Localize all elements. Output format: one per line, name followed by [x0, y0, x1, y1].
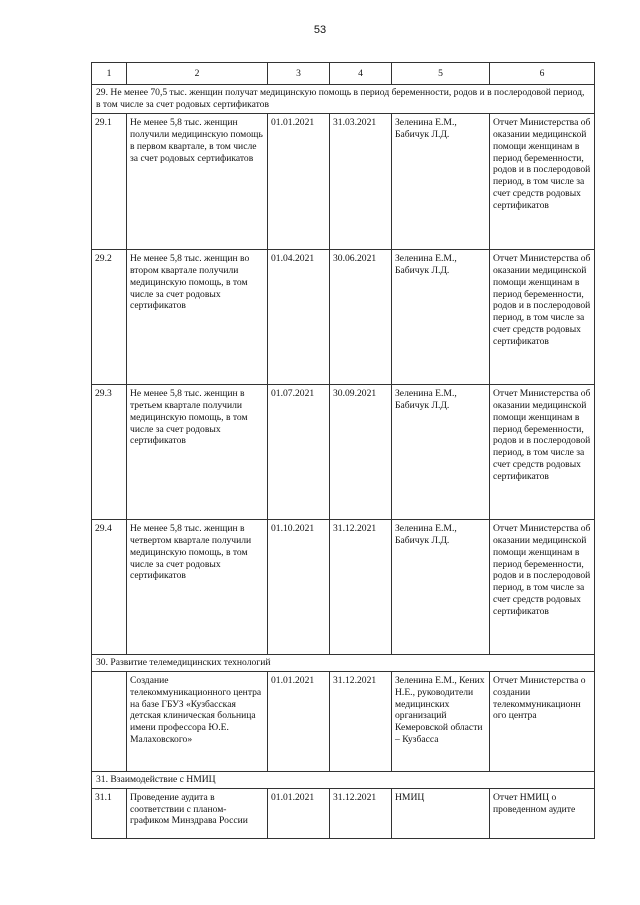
row-result: Отчет НМИЦ о проведенном аудите [490, 788, 595, 838]
row-result: Отчет Министерства об оказании медицинской помощи женщинам в период беременности, родов и в послеродовой период, в том числе за счет средств родовых сертификатов [490, 384, 595, 519]
row-number: 29.4 [92, 519, 127, 654]
row-end-date: 31.12.2021 [330, 519, 392, 654]
table-row [92, 519, 595, 654]
row-start-date: 01.07.2021 [268, 384, 330, 519]
row-description: Не менее 5,8 тыс. женщин во втором квартале получили медицинскую помощь, в том числе за счет родовых сертификатов [127, 249, 268, 384]
row-start-date: 01.01.2021 [268, 788, 330, 838]
table-row [92, 671, 595, 771]
row-result: Отчет Министерства об оказании медицинской помощи женщинам в период беременности, родов и в послеродовой период, в том числе за счет средств родовых сертификатов [490, 519, 595, 654]
row-description: Не менее 5,8 тыс. женщин в третьем квартале получили медицинскую помощь, в том числе за счет родовых сертификатов [127, 384, 268, 519]
plan-table [91, 62, 595, 839]
section-title: 31. Взаимодействие с НМИЦ [92, 771, 595, 788]
table-row [92, 249, 595, 384]
row-number: 29.2 [92, 249, 127, 384]
row-responsible: Зеленина Е.М., Бабичук Л.Д. [392, 384, 490, 519]
row-description: Создание телекоммуникационного центра на базе ГБУЗ «Кузбасская детская клиническая больница имени профессора Ю.Е. Малаховского» [127, 671, 268, 771]
row-responsible: Зеленина Е.М., Бабичук Л.Д. [392, 113, 490, 249]
row-end-date: 30.09.2021 [330, 384, 392, 519]
row-result: Отчет Министерства об оказании медицинской помощи женщинам в период беременности, родов и в послеродовой период, в том числе за счет средств родовых сертификатов [490, 113, 595, 249]
row-description: Не менее 5,8 тыс. женщин в четвертом квартале получили медицинскую помощь, в том числе за счет родовых сертификатов [127, 519, 268, 654]
table-header-row [92, 63, 595, 85]
header-cell: 1 [92, 63, 127, 85]
header-cell: 2 [127, 63, 268, 85]
row-start-date: 01.10.2021 [268, 519, 330, 654]
header-cell: 5 [392, 63, 490, 85]
row-start-date: 01.04.2021 [268, 249, 330, 384]
row-responsible: Зеленина Е.М., Бабичук Л.Д. [392, 519, 490, 654]
row-result: Отчет Министерства о создании телекоммуникационн ого центра [490, 671, 595, 771]
table-row [92, 788, 595, 838]
row-end-date: 31.03.2021 [330, 113, 392, 249]
row-responsible: Зеленина Е.М., Бабичук Л.Д. [392, 249, 490, 384]
row-end-date: 31.12.2021 [330, 788, 392, 838]
row-description: Не менее 5,8 тыс. женщин получили медицинскую помощь в первом квартале, в том числе за счет родовых сертификатов [127, 113, 268, 249]
row-result: Отчет Министерства об оказании медицинской помощи женщинам в период беременности, родов и в послеродовой период, в том числе за счет средств родовых сертификатов [490, 249, 595, 384]
row-number: 31.1 [92, 788, 127, 838]
section-row [92, 771, 595, 788]
table-row [92, 384, 595, 519]
section-title: 30. Развитие телемедицинских технологий [92, 654, 595, 671]
row-responsible: Зеленина Е.М., Кених Н.Е., руководители медицинских организаций Кемеровской области – Кузбасса [392, 671, 490, 771]
header-cell: 4 [330, 63, 392, 85]
section-row [92, 654, 595, 671]
header-cell: 6 [490, 63, 595, 85]
row-number [92, 671, 127, 771]
page-number: 53 [313, 24, 327, 36]
row-responsible: НМИЦ [392, 788, 490, 838]
section-row [92, 85, 595, 114]
row-description: Проведение аудита в соответствии с планом-графиком Минздрава России [127, 788, 268, 838]
table-row [92, 113, 595, 249]
section-title: 29. Не менее 70,5 тыс. женщин получат медицинскую помощь в период беременности, родов и в послеродовой период, в том числе за счет родовых сертификатов [92, 85, 595, 114]
row-end-date: 30.06.2021 [330, 249, 392, 384]
row-number: 29.1 [92, 113, 127, 249]
row-number: 29.3 [92, 384, 127, 519]
row-start-date: 01.01.2021 [268, 113, 330, 249]
row-end-date: 31.12.2021 [330, 671, 392, 771]
row-start-date: 01.01.2021 [268, 671, 330, 771]
header-cell: 3 [268, 63, 330, 85]
